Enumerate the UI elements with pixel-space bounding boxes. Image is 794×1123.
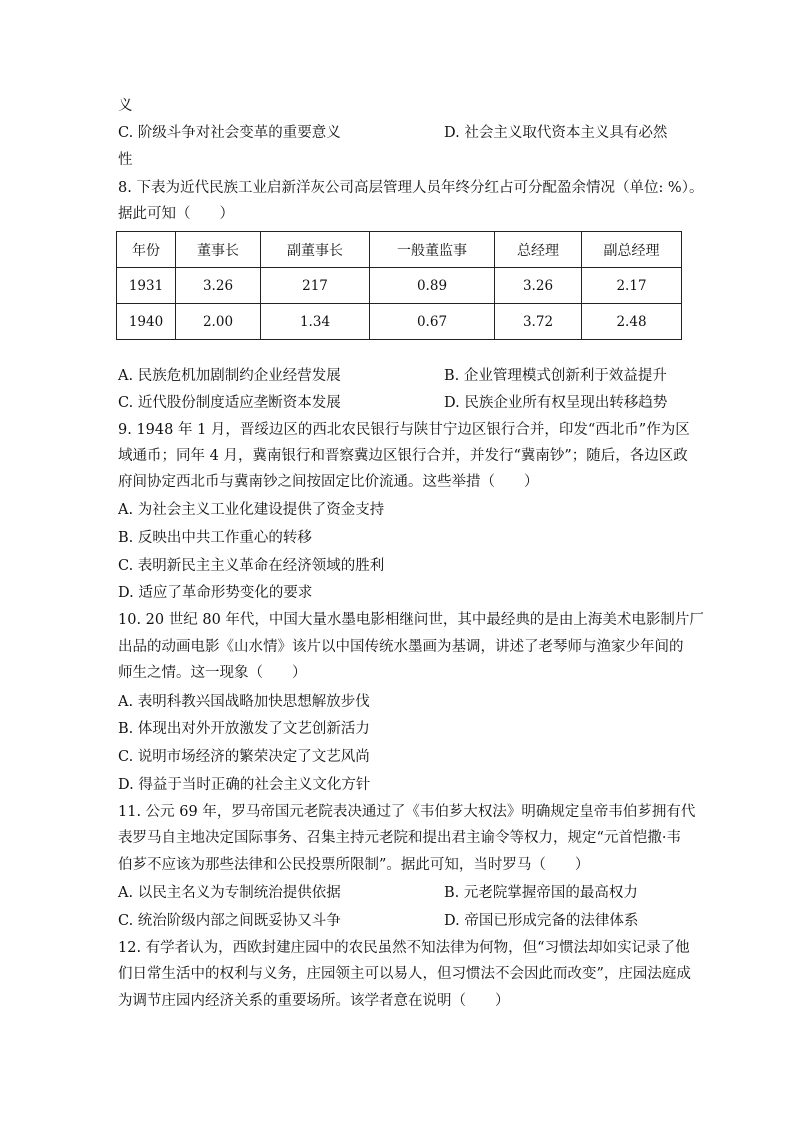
q9-option-c: C. 表明新民主主义革命在经济领域的胜利 [118, 558, 385, 574]
q7-wrap-line: 义 [118, 98, 133, 114]
q9-option-b: B. 反映出中共工作重心的转移 [118, 530, 312, 546]
q10-stem-line-2: 出品的动画电影《山水情》该片以中国传统水墨画为基调，讲述了老琴师与渔家少年间的 [118, 639, 684, 655]
header-cell: 副董事长 [261, 232, 370, 268]
q8-option-d: D. 民族企业所有权呈现出转移趋势 [444, 395, 668, 411]
q10-stem-line-1: 10. 20 世纪 80 年代，中国大量水墨电影相继问世，其中最经典的是由上海美术电影制片厂 [118, 612, 704, 628]
q11-option-b: B. 元老院掌握帝国的最高权力 [444, 885, 638, 901]
q12-stem-line-1: 12. 有学者认为，西欧封建庄园中的农民虽然不知法律为何物，但“习惯法却如实记录了他 [118, 940, 690, 956]
q7-option-d-wrap: 性 [118, 152, 133, 168]
table-cell: 1940 [117, 304, 176, 340]
table-row [117, 268, 682, 304]
q11-option-c: C. 统治阶级内部之间既妥协又斗争 [118, 913, 341, 929]
q9-stem-line-1: 9. 1948 年 1 月，晋绥边区的西北农民银行与陕甘宁边区银行合并，印发“西北币”作为区 [118, 422, 690, 438]
q11-option-a: A. 以民主名义为专制统治提供依据 [118, 885, 341, 901]
table-cell: 217 [261, 268, 370, 304]
table-row [117, 304, 682, 340]
header-cell: 董事长 [176, 232, 261, 268]
q12-stem-line-2: 们日常生活中的权利与义务，庄园领主可以易人，但习惯法不会因此而改变”，庄园法庭成 [118, 966, 691, 982]
q9-option-d: D. 适应了革命形势变化的要求 [118, 585, 313, 601]
header-cell: 总经理 [495, 232, 582, 268]
header-cell: 一般董监事 [370, 232, 495, 268]
table-cell: 1931 [117, 268, 176, 304]
q8-option-c: C. 近代股份制度适应垄断资本发展 [118, 395, 341, 411]
table-cell: 2.48 [582, 304, 682, 340]
q7-option-c: C. 阶级斗争对社会变革的重要意义 [118, 125, 341, 141]
q11-stem-line-1: 11. 公元 69 年，罗马帝国元老院表决通过了《韦伯芗大权法》明确规定皇帝韦伯芗拥有代 [118, 804, 696, 820]
q9-stem-line-2: 域通币；同年 4 月，冀南银行和晋察冀边区银行合并，并发行“冀南钞”；随后，各边区政 [118, 448, 688, 464]
table-cell: 3.72 [495, 304, 582, 340]
q11-stem-line-2: 表罗马自主地决定国际事务、召集主持元老院和提出君主谕令等权力，规定“元首恺撒·韦 [118, 830, 682, 846]
q8-stem-line-1: 8. 下表为近代民族工业启新洋灰公司高层管理人员年终分红占可分配盈余情况（单位: %）。 [118, 180, 704, 196]
header-cell: 年份 [117, 232, 176, 268]
q10-option-a: A. 表明科教兴国战略加快思想解放步伐 [118, 694, 370, 710]
header-cell: 副总经理 [582, 232, 682, 268]
q10-option-b: B. 体现出对外开放激发了文艺创新活力 [118, 721, 370, 737]
q10-option-d: D. 得益于当时正确的社会主义文化方针 [118, 777, 371, 793]
q10-stem-line-3: 师生之情。这一现象（ ） [118, 665, 307, 681]
table-cell: 2.17 [582, 268, 682, 304]
q8-option-a: A. 民族危机加剧制约企业经营发展 [118, 368, 341, 384]
table-cell: 0.89 [370, 268, 495, 304]
q10-option-c: C. 说明市场经济的繁荣决定了文艺风尚 [118, 749, 370, 765]
table-cell: 1.34 [261, 304, 370, 340]
table-cell: 2.00 [176, 304, 261, 340]
table-cell: 3.26 [176, 268, 261, 304]
table-header-row [117, 232, 682, 268]
q9-option-a: A. 为社会主义工业化建设提供了资金支持 [118, 502, 385, 518]
q9-stem-line-3: 府间协定西北币与冀南钞之间按固定比价流通。这些举措（ ） [118, 474, 539, 490]
table-cell: 0.67 [370, 304, 495, 340]
q8-stem-line-2: 据此可知（ ） [118, 206, 234, 222]
table-cell: 3.26 [495, 268, 582, 304]
q8-data-table [116, 231, 682, 340]
q8-option-b: B. 企业管理模式创新利于效益提升 [444, 368, 667, 384]
q7-option-d: D. 社会主义取代资本主义具有必然 [444, 125, 668, 141]
q12-stem-line-3: 为调节庄园内经济关系的重要场所。该学者意在说明（ ） [118, 993, 510, 1009]
q11-stem-line-3: 伯芗不应该为那些法律和公民投票所限制”。据此可知，当时罗马（ ） [118, 857, 590, 873]
q11-option-d: D. 帝国已形成完备的法律体系 [444, 913, 639, 929]
